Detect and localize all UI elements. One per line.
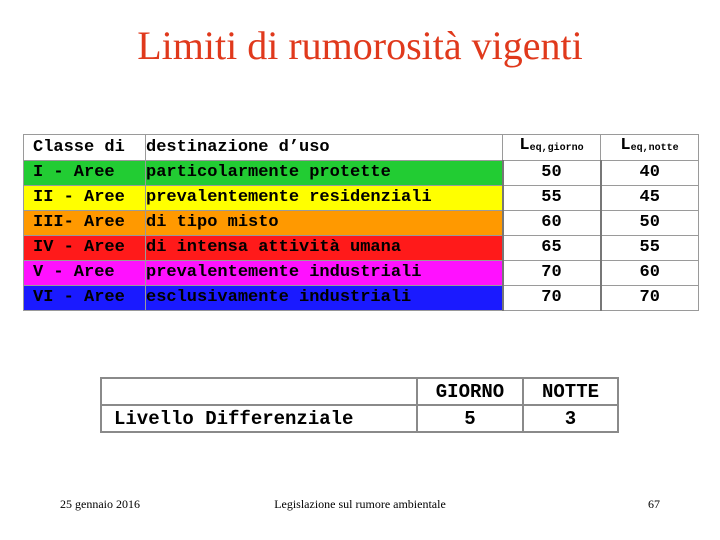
row-notte: 50: [601, 211, 699, 236]
differential-notte-value: 3: [523, 405, 618, 432]
header-destinazione: destinazione d’uso: [146, 135, 503, 161]
row-giorno: 70: [503, 286, 601, 311]
row-notte: 60: [601, 261, 699, 286]
differential-label: Livello Differenziale: [101, 405, 417, 432]
differential-value-row: [101, 405, 618, 432]
row-destinazione: di tipo misto: [146, 211, 503, 236]
footer-subject: Legislazione sul rumore ambientale: [274, 497, 446, 511]
header-leq-notte-main: L: [620, 136, 631, 155]
footer-date: 25 gennaio 2016: [60, 497, 140, 511]
row-giorno: 50: [503, 161, 601, 186]
row-classe: III- Aree: [24, 211, 146, 236]
header-leq-giorno-sub: eq,giorno: [529, 143, 584, 154]
row-giorno: 65: [503, 236, 601, 261]
row-destinazione: particolarmente protette: [146, 161, 503, 186]
differential-giorno-value: 5: [417, 405, 523, 432]
differential-empty-cell: [101, 378, 417, 405]
row-destinazione: esclusivamente industriali: [146, 286, 503, 311]
header-leq-notte-sub: eq,notte: [630, 143, 679, 154]
table-row: [24, 211, 699, 236]
row-destinazione: prevalentemente industriali: [146, 261, 503, 286]
table-row: [24, 186, 699, 211]
table-row: [24, 286, 699, 311]
row-classe: I - Aree: [24, 161, 146, 186]
header-leq-notte: [601, 135, 699, 161]
differential-level-table: [100, 377, 619, 433]
row-classe: VI - Aree: [24, 286, 146, 311]
header-giorno: GIORNO: [417, 378, 523, 405]
header-leq-giorno-main: L: [519, 136, 530, 155]
slide-title: Limiti di rumorosità vigenti: [137, 23, 583, 68]
row-giorno: 55: [503, 186, 601, 211]
row-notte: 55: [601, 236, 699, 261]
row-giorno: 60: [503, 211, 601, 236]
header-classe: Classe di: [24, 135, 146, 161]
footer-page-number: 67: [648, 497, 660, 511]
row-notte: 40: [601, 161, 699, 186]
row-notte: 45: [601, 186, 699, 211]
header-notte: NOTTE: [523, 378, 618, 405]
row-notte: 70: [601, 286, 699, 311]
row-classe: IV - Aree: [24, 236, 146, 261]
table-row: [24, 261, 699, 286]
table-row: [24, 236, 699, 261]
row-classe: V - Aree: [24, 261, 146, 286]
row-destinazione: di intensa attività umana: [146, 236, 503, 261]
noise-class-table: [23, 134, 699, 311]
table-header-row: [24, 135, 699, 161]
row-giorno: 70: [503, 261, 601, 286]
row-classe: II - Aree: [24, 186, 146, 211]
row-destinazione: prevalentemente residenziali: [146, 186, 503, 211]
table-row: [24, 161, 699, 186]
header-leq-giorno: [503, 135, 601, 161]
differential-header-row: [101, 378, 618, 405]
